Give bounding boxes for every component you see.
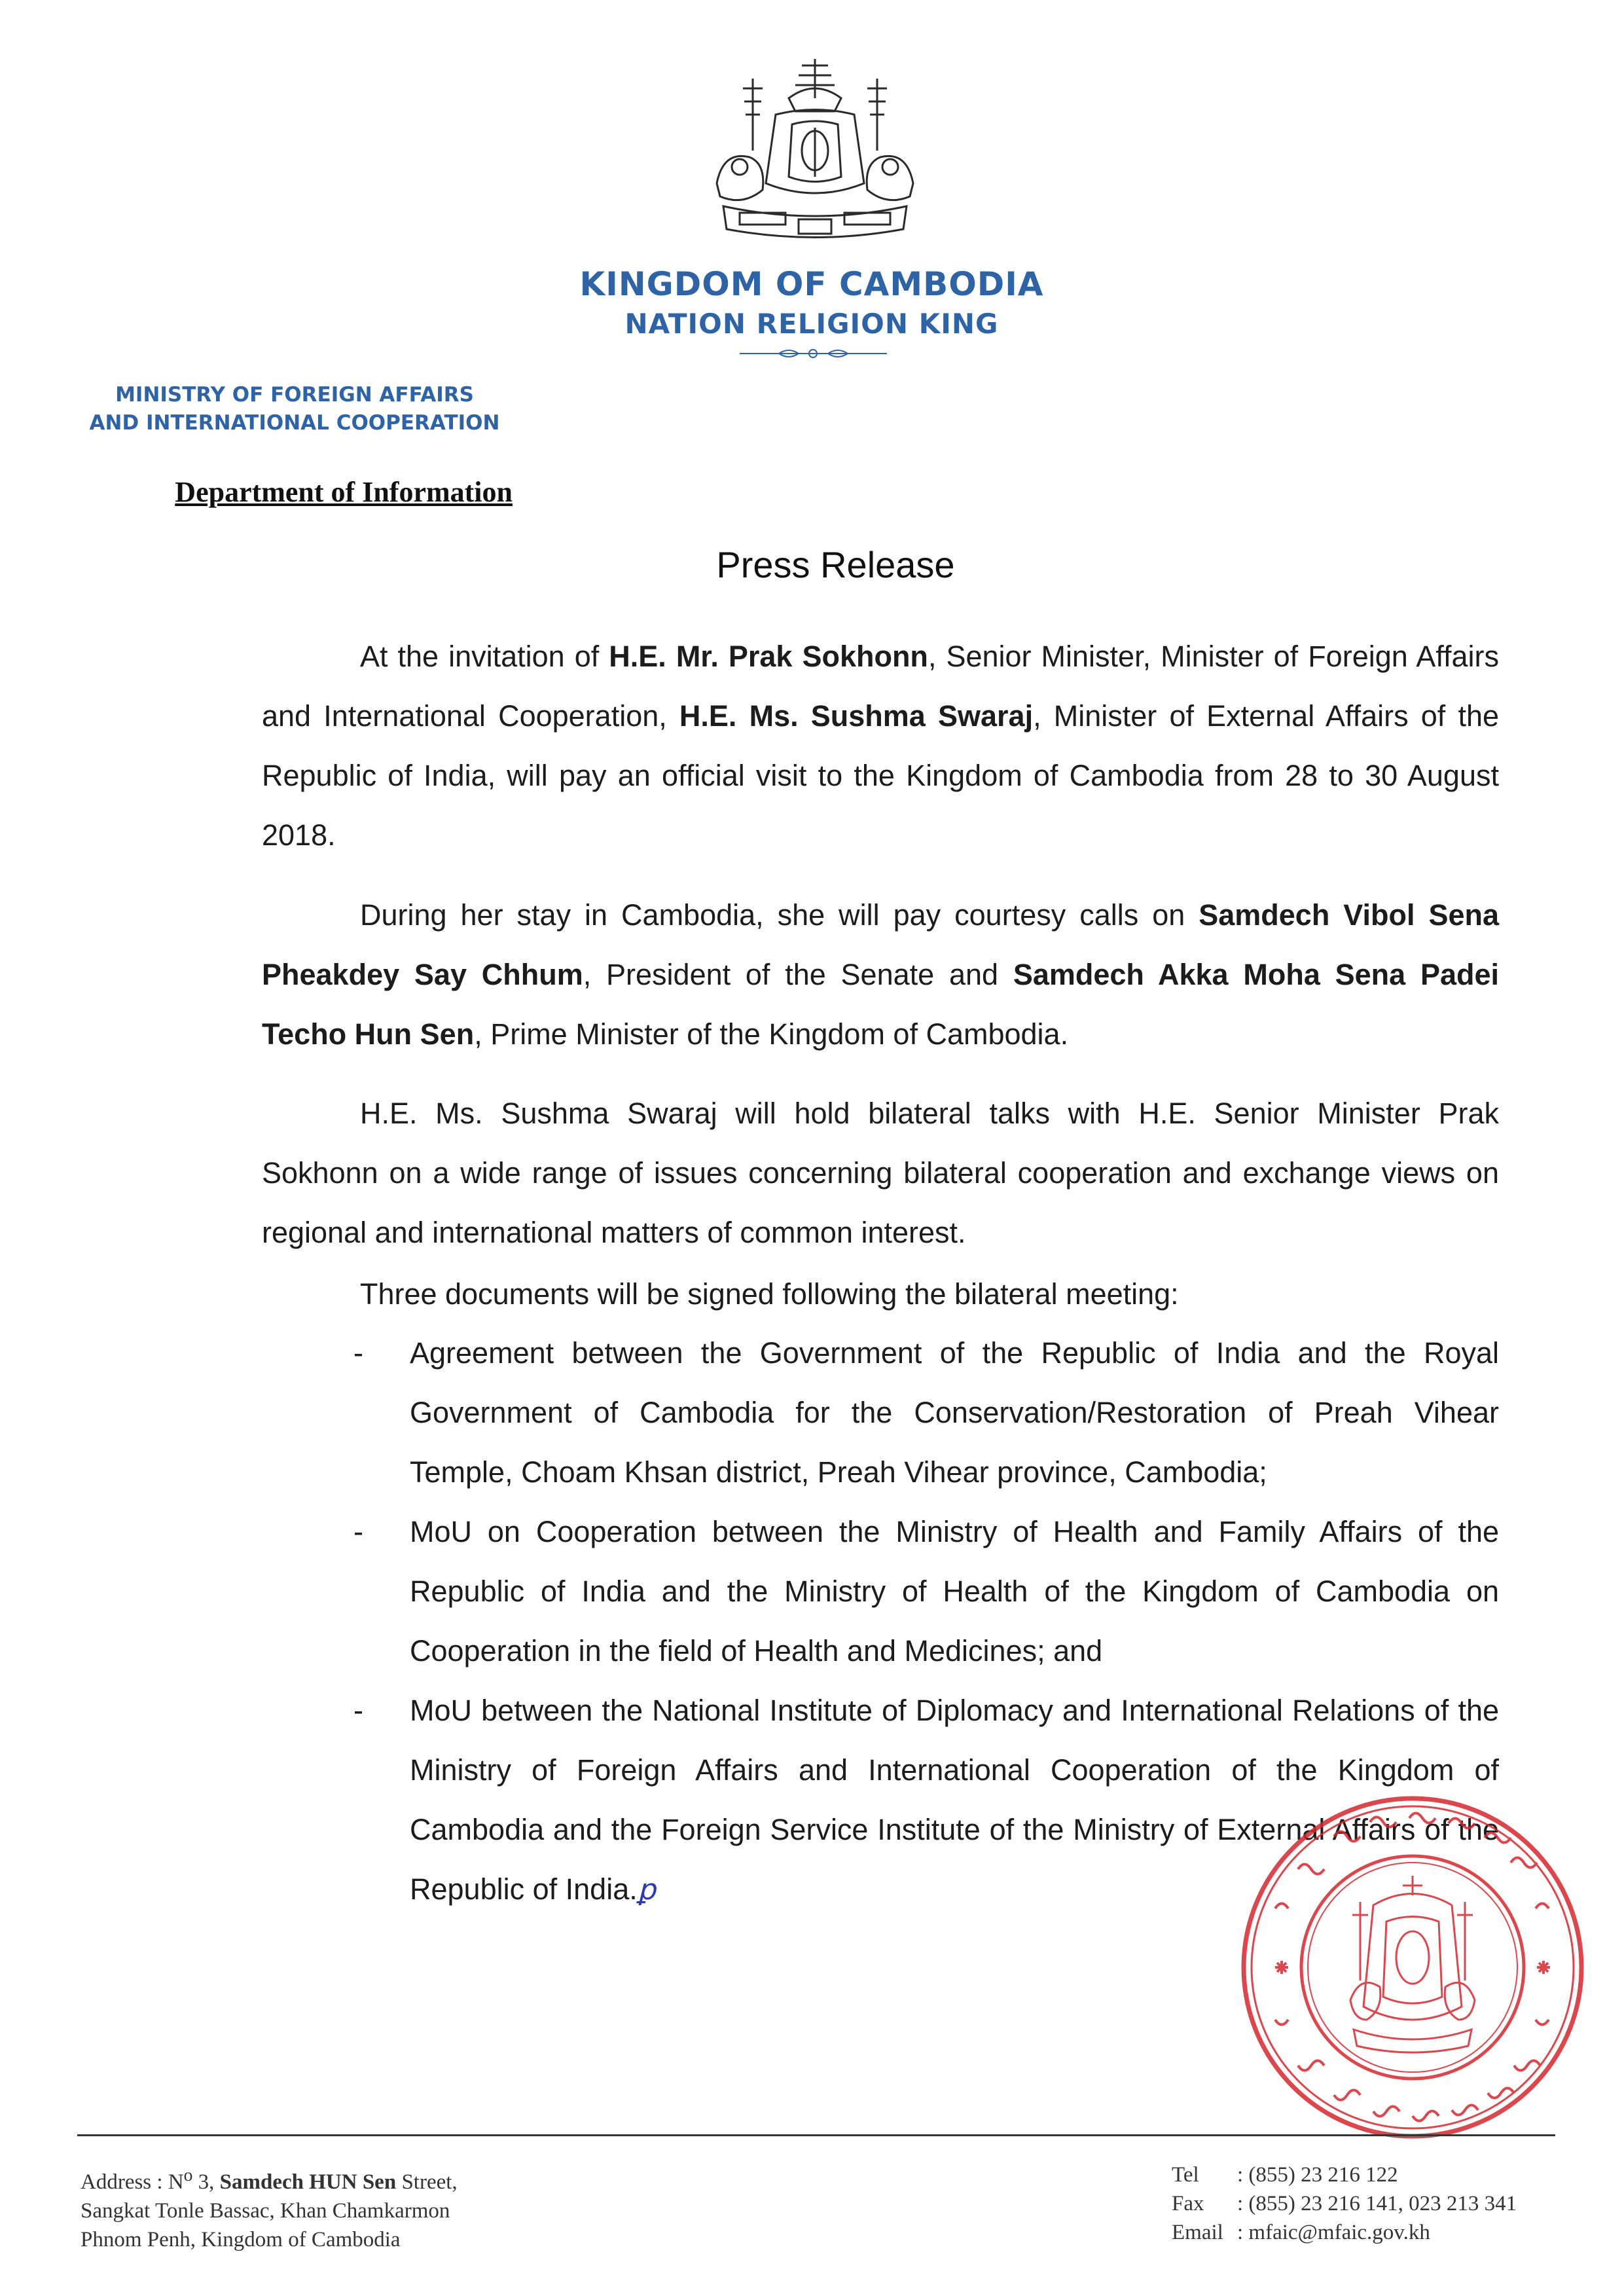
text: At the invitation of — [360, 640, 609, 673]
footer-address — [81, 2160, 670, 2254]
handwritten-initial: ꝑ — [637, 1873, 656, 1906]
paragraph-bilateral-talks: H.E. Ms. Sushma Swaraj will hold bilateral talks with H.E. Senior Minister Prak Sokhonn on a wide range of issues concerning bilateral cooperation and exchange views on regional and international matters of common interest. — [262, 1097, 1499, 1249]
ministry-line-2: AND INTERNATIONAL COOPERATION — [89, 411, 500, 435]
coat-of-arms-icon — [704, 52, 926, 249]
address-line-3: Phnom Penh, Kingdom of Cambodia — [81, 2228, 401, 2251]
text: During her stay in Cambodia, she will pay courtesy calls on — [360, 898, 1199, 932]
text: , Prime Minister of the Kingdom of Cambodia. — [474, 1017, 1069, 1051]
department-heading: Department of Information — [175, 476, 513, 508]
address-line-2: Sangkat Tonle Bassac, Khan Chamkarmon — [81, 2199, 450, 2223]
contact-tel — [1172, 2160, 1578, 2189]
ministry-name — [59, 381, 530, 437]
list-item — [353, 1323, 1499, 1502]
country-heading: KINGDOM OF CAMBODIA — [579, 265, 1044, 303]
email-label: Email — [1172, 2221, 1223, 2244]
address-number: 3, — [192, 2170, 220, 2194]
contact-email — [1172, 2218, 1578, 2247]
email-value[interactable]: : mfaic@mfaic.gov.kh — [1237, 2221, 1430, 2244]
list-item-text: MoU on Cooperation between the Ministry of Health and Family Affairs of the Republic of India and the Ministry of Health of the Kingdom of Cambodia on Cooperation in the field of Health and Medicines; and — [410, 1515, 1499, 1667]
footer-divider — [77, 2134, 1555, 2136]
tel-value: : (855) 23 216 122 — [1237, 2163, 1398, 2187]
documents-intro: Three documents will be signed following the bilateral meeting: — [360, 1277, 1179, 1311]
bold-name: Samdech Vibol Sena Pheakdey Say Chhum — [262, 898, 1500, 991]
text: , Senior Minister, Minister of Foreign Affairs and International Cooperation, — [262, 640, 1500, 733]
dash-bullet: - — [353, 1336, 363, 1370]
bold-name: H.E. Mr. Prak Sokhonn — [609, 640, 928, 673]
footer-contact — [1172, 2160, 1578, 2247]
address-sup: o — [183, 2164, 193, 2185]
title-text: Press Release — [716, 544, 955, 585]
address-label: Address : N — [81, 2170, 184, 2194]
address-line-1 — [81, 2160, 670, 2196]
national-motto: NATION RELIGION KING — [624, 308, 999, 340]
paragraph-courtesy-calls — [262, 885, 1499, 1064]
list-item-text: Agreement between the Government of the Republic of India and the Royal Government of Cambodia for the Conservation/Restoration of Preah Vihear Temple, Choam Khsan district, Preah Vihear province, Cambodia; — [410, 1336, 1499, 1489]
text: , President of the Senate and — [583, 958, 1013, 991]
ministry-line-1: MINISTRY OF FOREIGN AFFAIRS — [115, 383, 474, 407]
fax-value: : (855) 23 216 141, 023 213 341 — [1237, 2192, 1517, 2215]
dash-bullet: - — [353, 1515, 363, 1548]
list-item-text: MoU between the National Institute of Diplomacy and International Relations of the Ministry of Foreign Affairs and International Cooperation of the Kingdom of Cambodia and the Foreign Service Institute of the Ministry of External Affairs of the Republic of India. — [410, 1694, 1499, 1906]
contact-fax — [1172, 2189, 1578, 2218]
paragraph-invitation — [262, 627, 1499, 865]
list-item — [353, 1502, 1499, 1681]
dash-bullet: - — [353, 1694, 363, 1727]
flourish-divider-icon — [740, 346, 887, 361]
tel-label: Tel — [1172, 2163, 1199, 2187]
ministry-seal-icon — [1236, 1791, 1589, 2144]
address-street-name: Samdech HUN Sen — [219, 2170, 397, 2194]
address-street: Street, — [396, 2170, 458, 2194]
text: , Minister of External Affairs of the Republic of India, will pay an official visit to the Kingdom of Cambodia from 28 to 30 August 2018. — [262, 699, 1500, 852]
bold-name: Samdech Akka Moha Sena Padei Techo Hun Sen — [262, 958, 1500, 1051]
bold-name: H.E. Ms. Sushma Swaraj — [679, 699, 1034, 733]
fax-label: Fax — [1172, 2192, 1204, 2215]
document-title — [0, 543, 1624, 586]
